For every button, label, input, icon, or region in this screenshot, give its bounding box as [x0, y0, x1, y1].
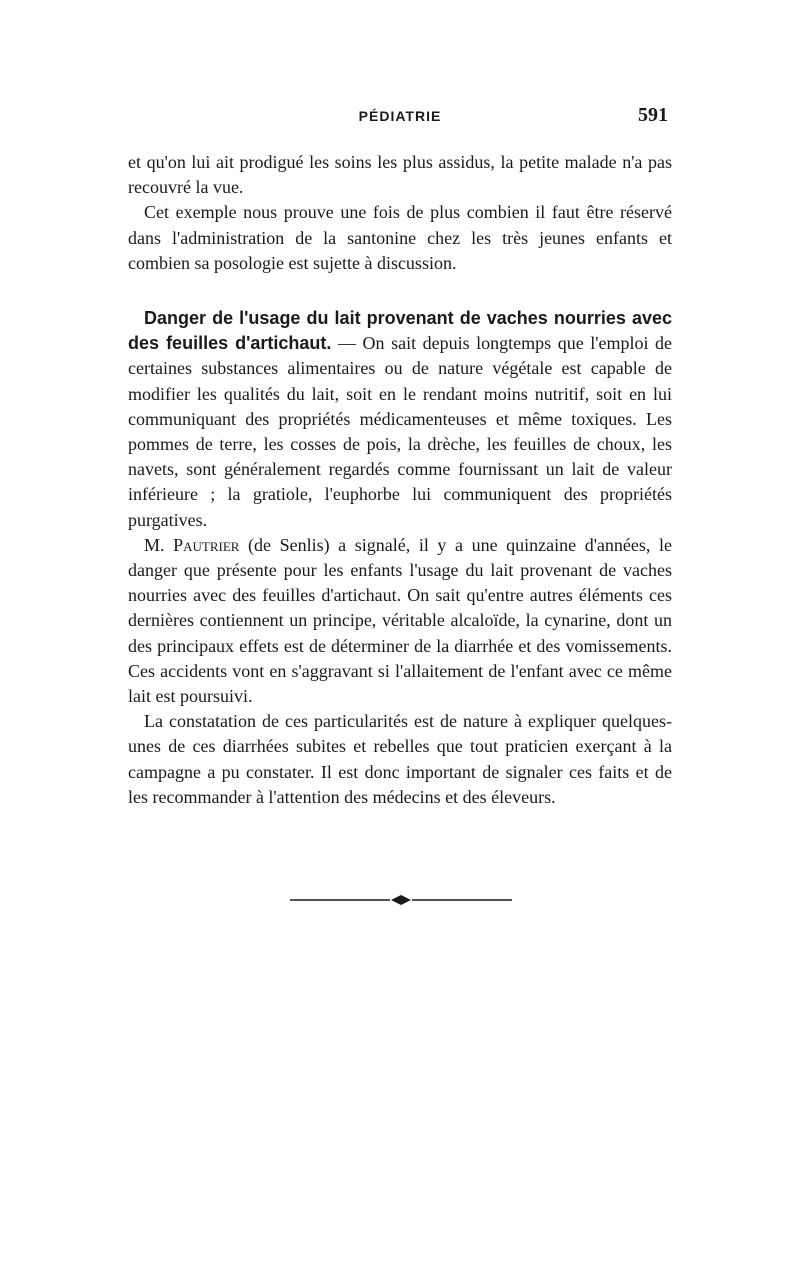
paragraph-1: et qu'on lui ait prodigué les soins les plus assidus, la petite malade n'a pas recouvré la vue. — [128, 152, 672, 198]
paragraph-5: La constatation de ces particularités est de nature à expliquer quelques-unes de ces diarrhées subites et rebelles que tout praticien exerçant à la campagne a pu constater. Il est donc important de signaler ces faits et de les recommander à l'attention des médecins et des éleveurs. — [128, 711, 672, 807]
paragraph-3 — [128, 306, 672, 533]
page-number: 591 — [638, 104, 668, 126]
section-title: Danger de l'usage du lait provenant de vaches nourries avec des feuilles d'artichaut. — [128, 308, 672, 354]
paragraph-4-start: M. — [144, 534, 174, 555]
author-name: Pautrier — [173, 534, 240, 555]
diamond-rule-icon — [290, 892, 512, 908]
body-text — [128, 150, 672, 810]
paragraph-4-text: (de Senlis) a signalé, il y a une quinzaine d'années, le danger que présente pour les enfants l'usage du lait provenant de vaches nourries avec des feuilles d'artichaut. On sait qu'entre autres éléments ces dernières contiennent un principe, véritable alcaloïde, la cynarine, dont un des principaux effets est de déterminer de la diarrhée et des vomissements. Ces accidents vont en s'aggravant si l'allaitement de l'enfant avec ce même lait est poursuivi. — [128, 534, 672, 707]
diamond-shape — [391, 895, 411, 905]
paragraph-4 — [128, 533, 672, 709]
running-head: PÉDIATRIE — [358, 108, 442, 124]
paragraph-2: Cet exemple nous prouve une fois de plus combien il faut être réservé dans l'administration de la santonine chez les très jeunes enfants et combien sa posologie est sujette à discussion. — [128, 202, 672, 273]
paragraph-3-text: — On sait depuis longtemps que l'emploi de certaines substances alimentaires ou de nature végétale est capable de modifier les qualités du lait, soit en le rendant moins nutritif, soit en lui communiquant des propriétés médicamenteuses et même toxiques. Les pommes de terre, les cosses de pois, la drèche, les feuilles de choux, les navets, sont généralement regardés comme fournissant un lait de valeur inférieure ; la gratiole, l'euphorbe lui communiquent des propriétés purgatives. — [128, 333, 673, 530]
page-header — [128, 104, 672, 132]
section-gap — [128, 276, 672, 306]
